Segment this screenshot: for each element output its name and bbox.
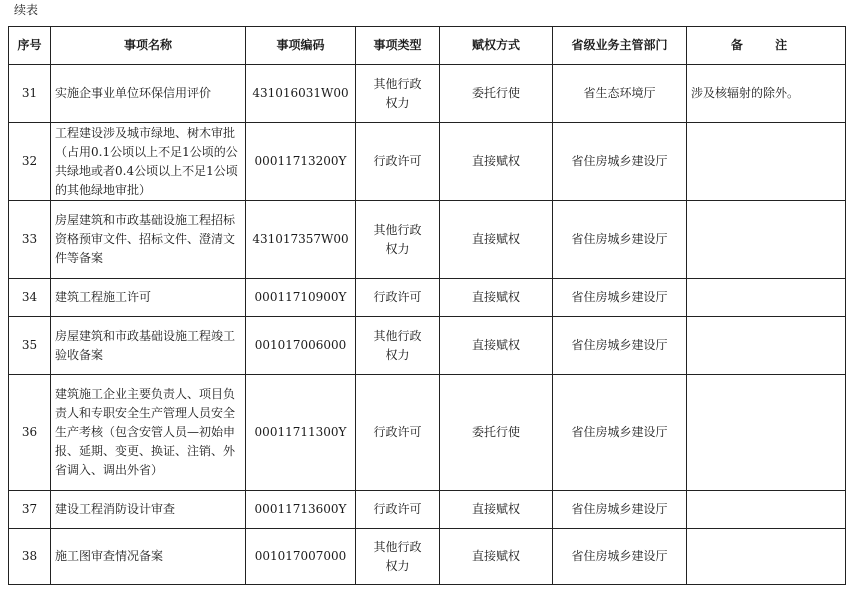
row-code-cell: 00011711300Y bbox=[246, 375, 356, 491]
row-type-cell: 行政许可 bbox=[356, 375, 440, 491]
row-note-cell bbox=[687, 279, 846, 317]
row-dept-cell: 省住房城乡建设厅 bbox=[553, 317, 687, 375]
row-name-cell: 实施企事业单位环保信用评价 bbox=[51, 65, 246, 123]
row-name-cell: 建筑工程施工许可 bbox=[51, 279, 246, 317]
header-note: 备 注 bbox=[687, 27, 846, 65]
row-name-cell: 建设工程消防设计审查 bbox=[51, 491, 246, 529]
row-name-cell: 房屋建筑和市政基础设施工程竣工验收备案 bbox=[51, 317, 246, 375]
header-type: 事项类型 bbox=[356, 27, 440, 65]
row-code-cell: 431017357W00 bbox=[246, 201, 356, 279]
row-mode-cell: 委托行使 bbox=[440, 375, 553, 491]
matters-table bbox=[8, 26, 846, 585]
header-name: 事项名称 bbox=[51, 27, 246, 65]
row-note-cell bbox=[687, 123, 846, 201]
row-no-cell: 32 bbox=[9, 123, 51, 201]
row-no-cell: 35 bbox=[9, 317, 51, 375]
row-code-cell: 001017007000 bbox=[246, 529, 356, 585]
row-mode-cell: 直接赋权 bbox=[440, 279, 553, 317]
header-mode: 赋权方式 bbox=[440, 27, 553, 65]
row-type-cell: 其他行政权力 bbox=[356, 201, 440, 279]
row-code-cell: 00011713600Y bbox=[246, 491, 356, 529]
row-mode-cell: 直接赋权 bbox=[440, 529, 553, 585]
row-no-cell: 36 bbox=[9, 375, 51, 491]
row-dept-cell: 省住房城乡建设厅 bbox=[553, 529, 687, 585]
table-row bbox=[9, 123, 846, 201]
row-mode-cell: 委托行使 bbox=[440, 65, 553, 123]
row-code-cell: 00011710900Y bbox=[246, 279, 356, 317]
header-row bbox=[9, 27, 846, 65]
row-name-cell: 工程建设涉及城市绿地、树木审批（占用0.1公顷以上不足1公顷的公共绿地或者0.4公顷以上不足1公顷的其他绿地审批） bbox=[51, 123, 246, 201]
row-dept-cell: 省住房城乡建设厅 bbox=[553, 123, 687, 201]
header-dept: 省级业务主管部门 bbox=[553, 27, 687, 65]
row-note-cell bbox=[687, 529, 846, 585]
row-dept-cell: 省住房城乡建设厅 bbox=[553, 491, 687, 529]
row-mode-cell: 直接赋权 bbox=[440, 201, 553, 279]
row-code-cell: 00011713200Y bbox=[246, 123, 356, 201]
row-no-cell: 34 bbox=[9, 279, 51, 317]
row-name-cell: 房屋建筑和市政基础设施工程招标资格预审文件、招标文件、澄清文件等备案 bbox=[51, 201, 246, 279]
row-type-cell: 行政许可 bbox=[356, 279, 440, 317]
row-name-cell: 施工图审查情况备案 bbox=[51, 529, 246, 585]
row-note-cell bbox=[687, 317, 846, 375]
row-type-cell: 行政许可 bbox=[356, 123, 440, 201]
table-row bbox=[9, 375, 846, 491]
table-row bbox=[9, 201, 846, 279]
row-dept-cell: 省生态环境厅 bbox=[553, 65, 687, 123]
row-mode-cell: 直接赋权 bbox=[440, 317, 553, 375]
row-type-cell: 其他行政权力 bbox=[356, 529, 440, 585]
table-row bbox=[9, 65, 846, 123]
row-no-cell: 33 bbox=[9, 201, 51, 279]
row-no-cell: 31 bbox=[9, 65, 51, 123]
row-dept-cell: 省住房城乡建设厅 bbox=[553, 279, 687, 317]
table-row bbox=[9, 317, 846, 375]
header-no: 序号 bbox=[9, 27, 51, 65]
row-no-cell: 38 bbox=[9, 529, 51, 585]
row-dept-cell: 省住房城乡建设厅 bbox=[553, 375, 687, 491]
table-row bbox=[9, 491, 846, 529]
header-code: 事项编码 bbox=[246, 27, 356, 65]
row-code-cell: 001017006000 bbox=[246, 317, 356, 375]
table-row bbox=[9, 529, 846, 585]
row-type-cell: 行政许可 bbox=[356, 491, 440, 529]
row-type-cell: 其他行政权力 bbox=[356, 65, 440, 123]
row-no-cell: 37 bbox=[9, 491, 51, 529]
row-note-cell bbox=[687, 201, 846, 279]
row-type-cell: 其他行政权力 bbox=[356, 317, 440, 375]
row-mode-cell: 直接赋权 bbox=[440, 491, 553, 529]
row-mode-cell: 直接赋权 bbox=[440, 123, 553, 201]
row-dept-cell: 省住房城乡建设厅 bbox=[553, 201, 687, 279]
row-code-cell: 431016031W00 bbox=[246, 65, 356, 123]
row-note-cell bbox=[687, 491, 846, 529]
row-note-cell: 涉及核辐射的除外。 bbox=[687, 65, 846, 123]
row-name-cell: 建筑施工企业主要负责人、项目负责人和专职安全生产管理人员安全生产考核（包含安管人员—初始申报、延期、变更、换证、注销、外省调入、调出外省） bbox=[51, 375, 246, 491]
table-caption: 续表 bbox=[14, 3, 39, 17]
row-note-cell bbox=[687, 375, 846, 491]
table-row bbox=[9, 279, 846, 317]
